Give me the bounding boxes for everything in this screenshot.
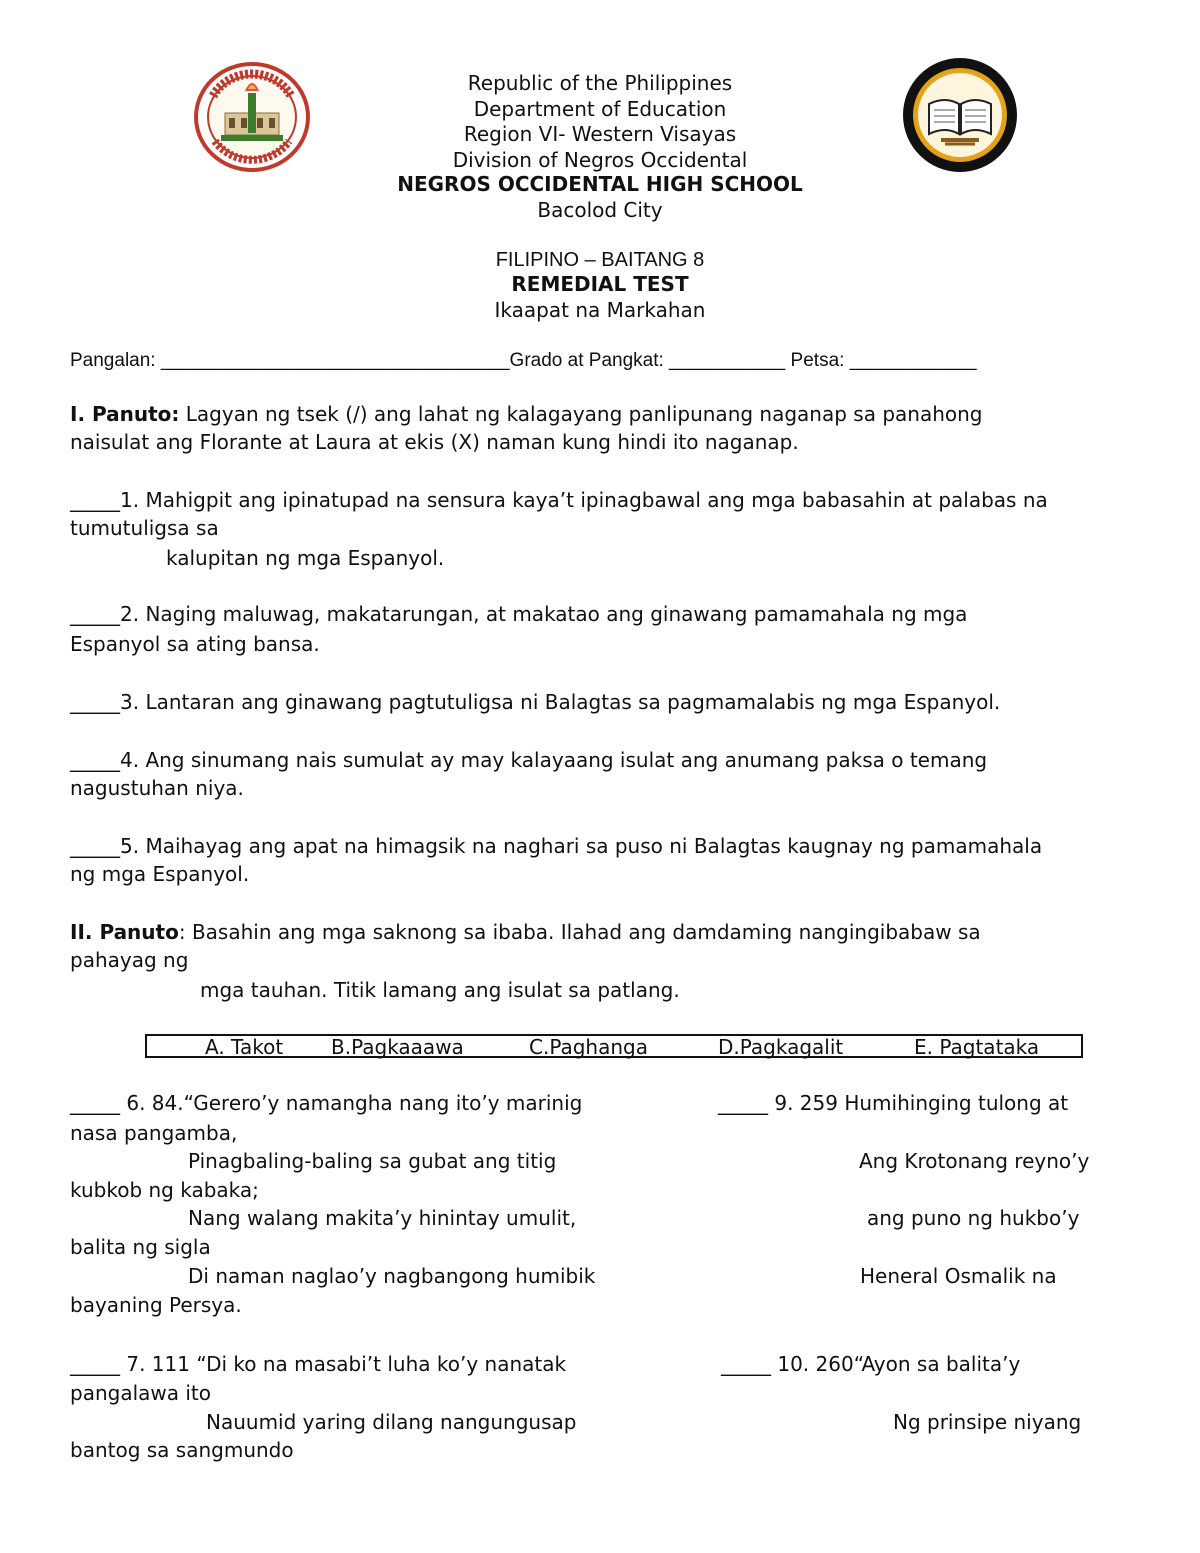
stanza9-line3: ang puno ng hukbo’y	[867, 1206, 1080, 1230]
item4-line1: _____4. Ang sinumang nais sumulat ay may kalayaang isulat ang anumang paksa o temang	[70, 748, 988, 772]
part1-instruction-line2: naisulat ang Florante at Laura at ekis (X) naman kung hindi ito naganap.	[70, 430, 799, 454]
stanza9-line2: Ang Krotonang reyno’y	[859, 1149, 1090, 1173]
stanza6-line5: Nang walang makita’y hinintay umulit,	[188, 1206, 577, 1230]
test-title: REMEDIAL TEST	[511, 272, 689, 296]
item2-line1: _____2. Naging maluwag, makatarungan, at makatao ang ginawang pamamahala ng mga	[70, 602, 968, 626]
item1-line1: _____1. Mahigpit ang ipinatupad na sensura kaya’t ipinagbawal ang mga babasahin at palabas na	[70, 488, 1048, 512]
stanza6-line3: Pinagbaling-baling sa gubat ang titig	[188, 1149, 557, 1173]
choice-b: B.Pagkaaawa	[331, 1035, 464, 1059]
item2-line2: Espanyol sa ating bansa.	[70, 632, 320, 656]
choice-c: C.Paghanga	[529, 1035, 648, 1059]
part2-instruction-line1	[70, 918, 981, 946]
choice-d: D.Pagkagalit	[718, 1035, 844, 1059]
part2-instruction-line3: mga tauhan. Titik lamang ang isulat sa patlang.	[200, 978, 680, 1002]
stanza6-line4: kubkob ng kabaka;	[70, 1178, 259, 1202]
stanza9-line1: _____ 9. 259 Humihinging tulong at	[718, 1091, 1069, 1115]
header-school-name: NEGROS OCCIDENTAL HIGH SCHOOL	[397, 172, 803, 196]
stanza10-line1: _____ 10. 260“Ayon sa balita’y	[721, 1352, 1021, 1376]
part1-instruction-text: Lagyan ng tsek (/) ang lahat ng kalagayang panlipunang naganap sa panahong	[179, 402, 983, 426]
header-republic: Republic of the Philippines	[467, 71, 733, 95]
item4-line2: nagustuhan niya.	[70, 776, 244, 800]
stanza7-line2: pangalawa ito	[70, 1381, 211, 1405]
part2-instruction-line2: pahayag ng	[70, 948, 189, 972]
quarter-title: Ikaapat na Markahan	[494, 298, 706, 322]
header-region: Region VI- Western Visayas	[463, 122, 737, 146]
item3-line1: _____3. Lantaran ang ginawang pagtutuligsa ni Balagtas sa pagmamalabis ng mga Espanyol.	[70, 690, 1001, 714]
stanza7-line3: Nauumid yaring dilang nangungusap	[206, 1410, 577, 1434]
subject-title: FILIPINO – BAITANG 8	[495, 249, 705, 271]
choice-a: A. Takot	[205, 1035, 284, 1059]
header-city: Bacolod City	[537, 198, 663, 222]
stanza7-line4: bantog sa sangmundo	[70, 1438, 294, 1462]
student-info-line: Pangalan: _________________________________Grado at Pangkat: ___________ Petsa: ____________	[70, 350, 977, 371]
stanza7-line1: _____ 7. 111 “Di ko na masabi’t luha ko’y nanatak	[70, 1352, 567, 1376]
stanza6-line2: nasa pangamba,	[70, 1121, 238, 1145]
part1-instruction-line1	[70, 400, 982, 428]
stanza6-line8: bayaning Persya.	[70, 1293, 242, 1317]
header-department: Department of Education	[473, 97, 727, 121]
part2-label: II. Panuto	[70, 920, 179, 944]
part1-label: I. Panuto:	[70, 402, 180, 426]
stanza6-line6: balita ng sigla	[70, 1235, 211, 1259]
item5-line2: ng mga Espanyol.	[70, 862, 250, 886]
stanza9-line4: Heneral Osmalik na	[860, 1264, 1057, 1288]
part2-instruction-text: : Basahin ang mga saknong sa ibaba. Ilahad ang damdaming nangingibabaw sa	[178, 920, 981, 944]
item1-line2: tumutuligsa sa	[70, 516, 219, 540]
item1-line3: kalupitan ng mga Espanyol.	[166, 546, 445, 570]
stanza10-line2: Ng prinsipe niyang	[893, 1410, 1082, 1434]
choice-e: E. Pagtataka	[914, 1035, 1040, 1059]
stanza6-line7: Di naman naglao’y nagbangong humibik	[188, 1264, 596, 1288]
item5-line1: _____5. Maihayag ang apat na himagsik na naghari sa puso ni Balagtas kaugnay ng pamamahala	[70, 834, 1043, 858]
stanza6-line1: _____ 6. 84.“Gerero’y namangha nang ito’y marinig	[70, 1091, 583, 1115]
choices-box	[145, 1034, 1083, 1058]
header-division: Division of Negros Occidental	[452, 148, 748, 172]
